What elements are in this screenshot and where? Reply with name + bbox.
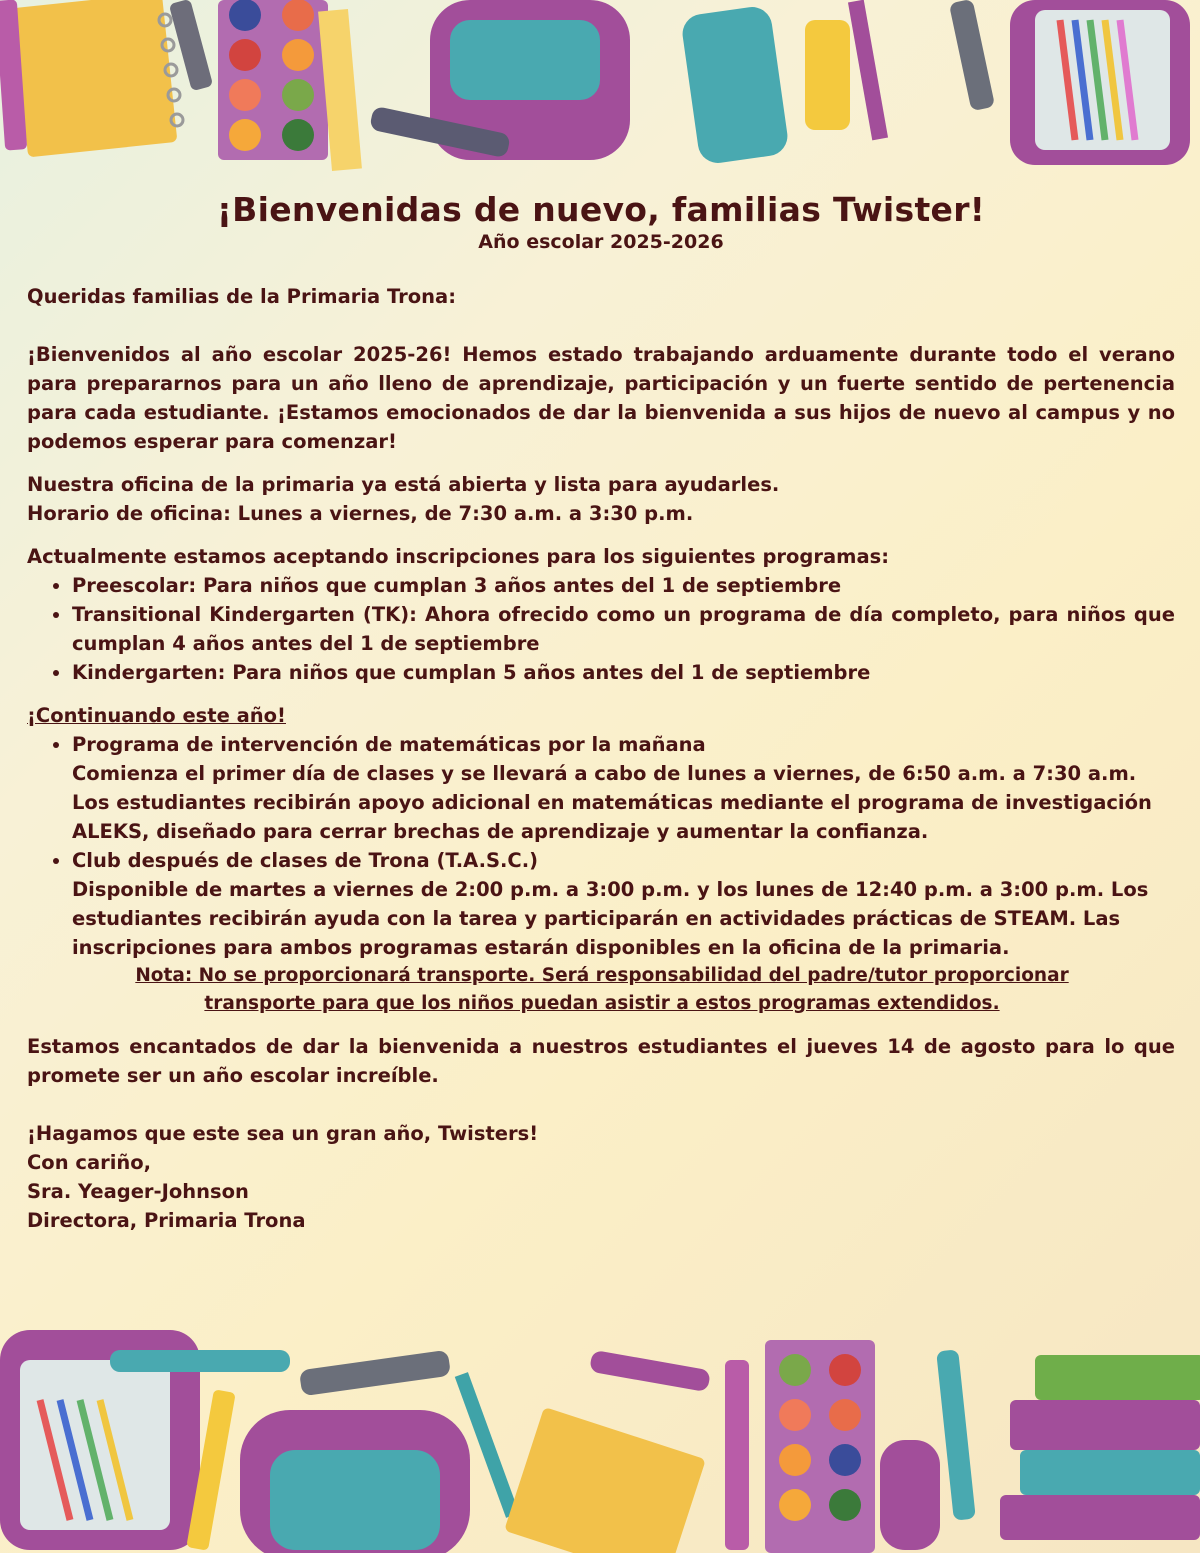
continuing-heading: ¡Continuando este año! [27, 704, 286, 727]
open-pencil-case-illustration [1010, 0, 1190, 165]
pencil-case-illustration [680, 4, 790, 165]
scissors-illustration [880, 1440, 940, 1550]
highlighter-illustration [805, 20, 850, 130]
paint-palette-illustration [765, 1340, 875, 1553]
continuing-list [27, 730, 1175, 962]
signature-line-1: ¡Hagamos que este sea un gran año, Twisters! [27, 1122, 539, 1145]
page-subtitle: Año escolar 2025-2026 [478, 231, 724, 253]
books-stack-illustration [1000, 1355, 1200, 1540]
list-item [72, 730, 1175, 846]
closing-paragraph: Estamos encantados de dar la bienvenida a nuestros estudiantes el jueves 14 de agosto para lo que promete ser un año escolar increíble. [27, 1035, 1175, 1087]
program-title: Programa de intervención de matemáticas por la mañana [72, 733, 706, 756]
pen-illustration [936, 1349, 976, 1520]
notebook-illustration [13, 0, 183, 157]
signature-name: Sra. Yeager-Johnson [27, 1180, 249, 1203]
signature-line-2: Con cariño, [27, 1151, 152, 1174]
page-title: ¡Bienvenidas de nuevo, familias Twister! [216, 190, 986, 229]
school-supplies-bottom-border [0, 1320, 1200, 1553]
marker-illustration [949, 0, 995, 111]
enrollment-list [27, 571, 1175, 687]
letter-body [27, 190, 1175, 1235]
list-item: • Kindergarten: Para niños que cumplan 5 años antes del 1 de septiembre [72, 658, 1175, 687]
paint-palette-illustration [218, 0, 328, 160]
compass-illustration [848, 0, 888, 140]
marker-illustration [110, 1350, 290, 1372]
pencil-illustration [725, 1360, 749, 1550]
crayon-illustration [299, 1350, 451, 1397]
school-supplies-top-border [0, 0, 1200, 185]
office-hours: Horario de oficina: Lunes a viernes, de 7:30 a.m. a 3:30 p.m. [27, 502, 694, 525]
notebook-illustration [504, 1407, 706, 1553]
enrollment-heading: Actualmente estamos aceptando inscripciones para los siguientes programas: [27, 545, 890, 568]
intro-paragraph: ¡Bienvenidos al año escolar 2025-26! Hemos estado trabajando arduamente durante todo el verano para prepararnos para un año lleno de aprendizaje, participación y un fuerte sentido de pertenencia para cada estudiante. ¡Estamos emocionados de dar la bienvenida a sus hijos de nuevo al campus y no podemos esperar para comenzar! [27, 343, 1175, 453]
crayon-illustration [589, 1350, 711, 1393]
backpack-illustration [240, 1410, 470, 1553]
greeting: Queridas familias de la Primaria Trona: [27, 285, 456, 308]
program-title: Club después de clases de Trona (T.A.S.C.) [72, 849, 539, 872]
office-line-1: Nuestra oficina de la primaria ya está abierta y lista para ayudarles. [27, 473, 780, 496]
list-item: • Preescolar: Para niños que cumplan 3 años antes del 1 de septiembre [72, 571, 1175, 600]
program-description: Comienza el primer día de clases y se llevará a cabo de lunes a viernes, de 6:50 a.m. a 7:30 a.m. Los estudiantes recibirán apoyo adicional en matemáticas mediante el programa de investigación ALEKS, diseñado para cerrar brechas de aprendizaje y aumentar la confianza. [72, 762, 1152, 843]
signature-role: Directora, Primaria Trona [27, 1209, 306, 1232]
list-item: • Transitional Kindergarten (TK): Ahora ofrecido como un programa de día completo, para niños que cumplan 4 años antes del 1 de septiembre [72, 600, 1175, 658]
transport-note: Nota: No se proporcionará transporte. Será responsabilidad del padre/tutor proporcionar transporte para que los niños puedan asistir a estos programas extendidos. [135, 965, 1069, 1014]
program-description: Disponible de martes a viernes de 2:00 p.m. a 3:00 p.m. y los lunes de 12:40 p.m. a 3:00 p.m. Los estudiantes recibirán ayuda con la tarea y participarán en actividades prácticas de STEAM. Las inscripciones para ambos programas estarán disponibles en la oficina de la primaria. [72, 878, 1149, 959]
list-item [72, 846, 1175, 962]
